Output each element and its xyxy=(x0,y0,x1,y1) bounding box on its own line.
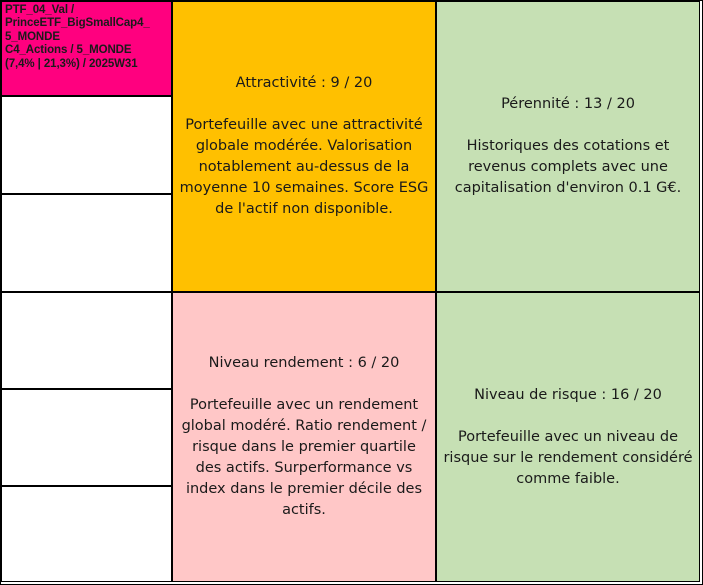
blank-cell-5 xyxy=(1,486,172,582)
rendement-text: Portefeuille avec un rendement global modéré. Ratio rendement / risque dans le premier quartile des actifs. Surperformance vs index dans le premier décile des actifs. xyxy=(181,397,427,518)
rendement-quadrant xyxy=(172,292,436,582)
risque-text: Portefeuille avec un niveau de risque sur le rendement considéré comme faible. xyxy=(443,428,693,487)
blank-cell-3 xyxy=(1,292,172,389)
portfolio-title-line-5: (7,4% | 21,3%) / 2025W31 xyxy=(5,57,138,70)
perennite-text: Historiques des cotations et revenus complets avec une capitalisation d'environ 0.1 G€. xyxy=(454,138,682,196)
attractivite-quadrant xyxy=(172,1,436,292)
portfolio-title-line-3: 5_MONDE xyxy=(5,30,60,43)
portfolio-title-line-1: PTF_04_Val / xyxy=(5,4,75,16)
perennite-quadrant xyxy=(436,1,700,292)
portfolio-title-cell xyxy=(1,1,172,96)
blank-cell-4 xyxy=(1,389,172,486)
rendement-heading: Niveau rendement : 6 / 20 xyxy=(208,355,400,371)
risque-heading: Niveau de risque : 16 / 20 xyxy=(474,386,662,403)
attractivite-heading: Attractivité : 9 / 20 xyxy=(235,75,373,91)
perennite-heading: Pérennité : 13 / 20 xyxy=(501,96,635,112)
blank-cell-2 xyxy=(1,194,172,292)
blank-cell-1 xyxy=(1,96,172,194)
portfolio-title-line-4: C4_Actions / 5_MONDE xyxy=(5,44,132,57)
attractivite-text: Portefeuille avec une attractivité globale modérée. Valorisation notablement au-dessus de la moyenne 10 semaines. Score ESG de l'actif non disponible. xyxy=(179,117,429,217)
risque-quadrant xyxy=(436,292,700,582)
portfolio-title-line-2: PrinceETF_BigSmallCap4_ xyxy=(5,17,150,30)
